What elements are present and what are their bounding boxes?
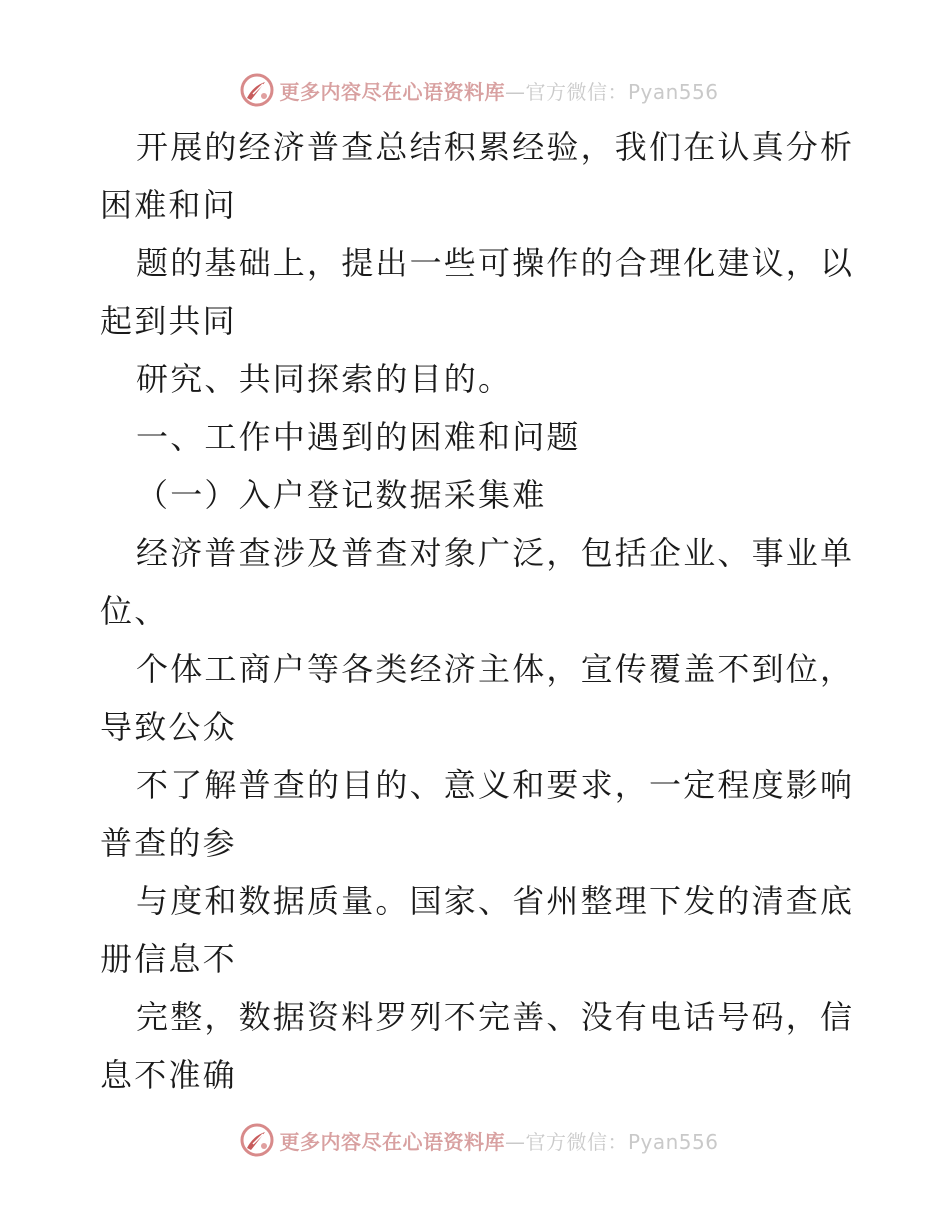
footer-separator: — (504, 1129, 526, 1154)
header-separator: — (504, 79, 526, 104)
body-text-line: 不了解普查的目的、意义和要求，一定程度影响 (136, 766, 855, 804)
footer-banner-text (279, 1126, 718, 1155)
body-text-line: 开展的经济普查总结积累经验，我们在认真分析 (136, 128, 855, 166)
header-wechat-text: 官方微信：Pyan556 (525, 79, 719, 104)
footer-brand-text: 更多内容尽在心语资料库 (279, 1129, 505, 1154)
body-text-line: （一）入户登记数据采集难 (136, 476, 547, 514)
body-text-line: 研究、共同探索的目的。 (136, 360, 513, 398)
library-logo-icon (239, 72, 275, 108)
body-text-line: 题的基础上，提出一些可操作的合理化建议，以 (136, 244, 855, 282)
body-text-line: 完整，数据资料罗列不完善、没有电话号码，信 (136, 998, 855, 1036)
body-text-line: 一、工作中遇到的困难和问题 (136, 418, 581, 456)
footer-banner-inner (239, 1122, 718, 1158)
header-banner-inner (239, 72, 718, 108)
body-text-line: 册信息不 (100, 940, 237, 978)
body-text-line: 经济普查涉及普查对象广泛，包括企业、事业单 (136, 534, 855, 572)
body-text-line: 位、 (100, 592, 169, 630)
body-text-line: 个体工商户等各类经济主体，宣传覆盖不到位， (136, 650, 855, 688)
footer-wechat-text: 官方微信：Pyan556 (525, 1129, 719, 1154)
header-banner-text (279, 76, 718, 105)
body-text-line: 普查的参 (100, 824, 237, 862)
body-text-line: 起到共同 (100, 302, 237, 340)
body-text-line: 与度和数据质量。国家、省州整理下发的清查底 (136, 882, 855, 920)
body-text-line: 息不准确 (100, 1056, 237, 1094)
library-logo-icon (239, 1122, 275, 1158)
header-watermark-banner (0, 70, 950, 110)
document-body (100, 118, 860, 1104)
footer-watermark-banner (0, 1120, 950, 1160)
body-text-line: 困难和问 (100, 186, 237, 224)
header-brand-text: 更多内容尽在心语资料库 (279, 79, 505, 104)
body-text-line: 导致公众 (100, 708, 237, 746)
